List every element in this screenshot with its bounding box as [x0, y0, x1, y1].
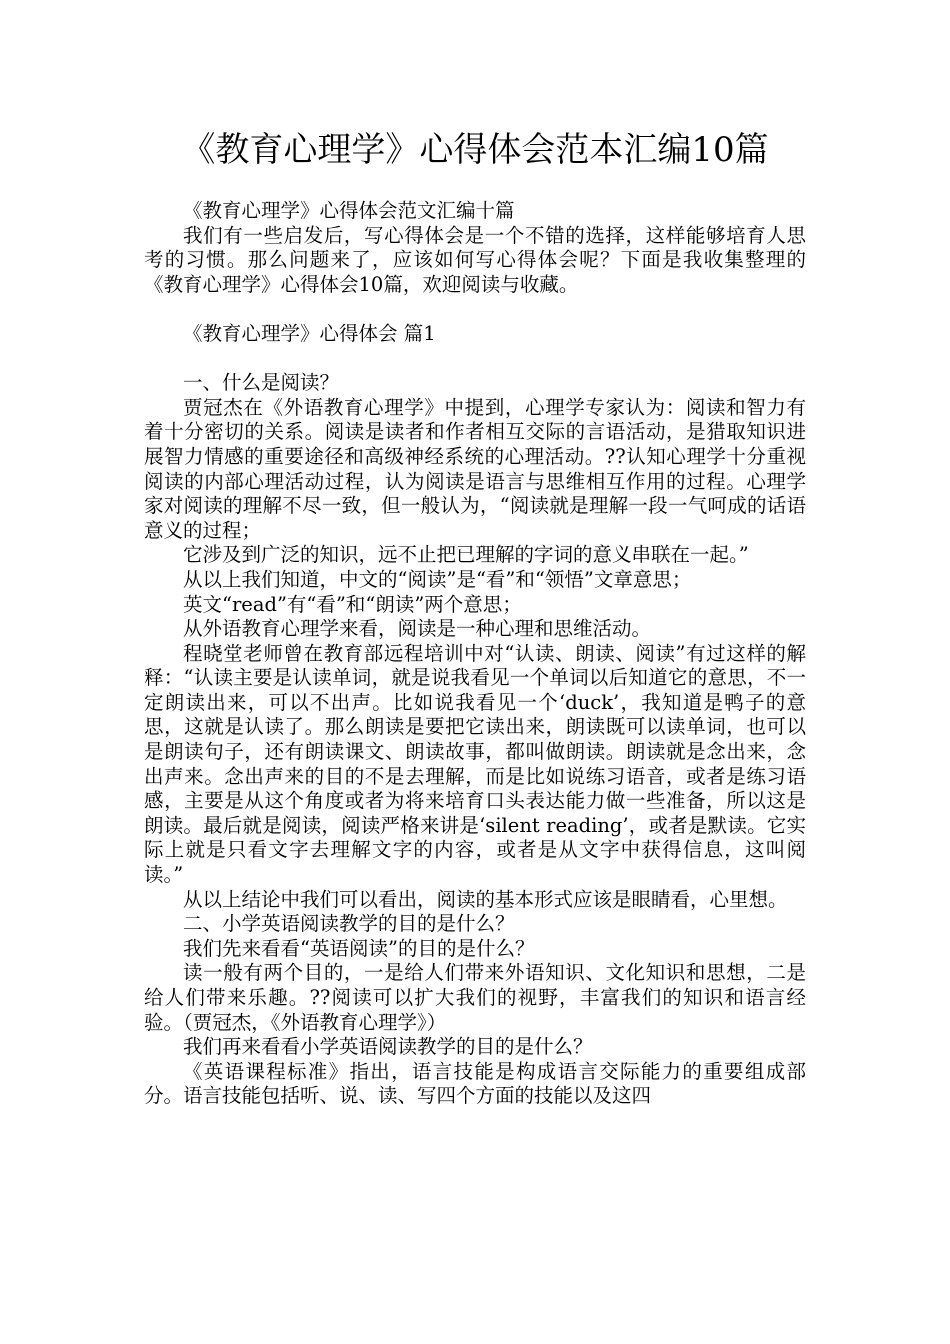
body-paragraph: 它涉及到广泛的知识，远不止把已理解的字词的意义串联在一起。”: [183, 543, 749, 567]
subtitle-paragraph: 《教育心理学》心得体会范文汇编十篇: [183, 199, 515, 222]
body-paragraph: 我们先来看看“英语阅读”的目的是什么？: [183, 936, 535, 960]
body-paragraph: 程晓堂老师曾在教育部远程培训中对“认读、朗读、阅读”有过这样的解释：“认读主要是认读单词，就是说我看见一个单词以后知道它的意思，不一定朗读出来，可以不出声。比如说我看见一个‘duck’，我知道是鸭子的意思，这就是认读了。那么朗读是要把它读出来，朗读既可以读单词，也可以是朗读句子，还有朗读课文、朗读故事，都叫做朗读。朗读就是念出来，念出声来。念出声来的目的不是去理解，而是比如说练习语音，或者是练习语感，主要是从这个角度或者为将来培育口头表达能力做一些准备，所以这是朗读。最后就是阅读，阅读严格来讲是‘silent reading’，或者是默读。它实际上就是只看文字去理解文字的内容，或者是从文字中获得信息，这叫阅读。”: [144, 641, 806, 887]
body-paragraph: 读一般有两个目的，一是给人们带来外语知识、文化知识和思想，二是给人们带来乐趣。??阅读可以扩大我们的视野，丰富我们的知识和语言经验。（贾冠杰，《外语教育心理学》）: [144, 961, 806, 1034]
document-body: [144, 199, 806, 1109]
body-paragraph: 从以上结论中我们可以看出，阅读的基本形式应该是眼睛看，心里想。: [183, 887, 788, 911]
subheading-what-is-reading: 一、什么是阅读？: [183, 371, 340, 395]
section-heading: 《教育心理学》心得体会 篇1: [183, 321, 436, 345]
body-paragraph: 我们再来看看小学英语阅读教学的目的是什么？: [183, 1035, 593, 1059]
intro-paragraph: 我们有一些启发后，写心得体会是一个不错的选择，这样能够培育人思考的习惯。那么问题来了，应该如何写心得体会呢？下面是我收集整理的《教育心理学》心得体会10篇，欢迎阅读与收藏。: [144, 223, 806, 296]
document-title: 《教育心理学》心得体会范本汇编10篇: [181, 130, 769, 170]
body-paragraph: 贾冠杰在《外语教育心理学》中提到，心理学专家认为：阅读和智力有着十分密切的关系。阅读是读者和作者相互交际的言语活动，是猎取知识进展智力情感的重要途径和高级神经系统的心理活动。??认知心理学十分重视阅读的内部心理活动过程，认为阅读是语言与思维相互作用的过程。心理学家对阅读的理解不尽一致，但一般认为，“阅读就是理解一段一气呵成的话语意义的过程；: [144, 395, 806, 542]
body-paragraph: 从外语教育心理学来看，阅读是一种心理和思维活动。: [183, 617, 652, 641]
subheading-reading-goals: 二、小学英语阅读教学的目的是什么？: [183, 912, 515, 936]
body-paragraph: 《英语课程标准》指出，语言技能是构成语言交际能力的重要组成部分。语言技能包括听、说、读、写四个方面的技能以及这四: [144, 1059, 806, 1108]
body-paragraph: 从以上我们知道，中文的“阅读”是“看”和“领悟”文章意思；: [183, 567, 692, 591]
body-paragraph: 英文“read”有“看”和“朗读”两个意思；: [183, 592, 522, 616]
